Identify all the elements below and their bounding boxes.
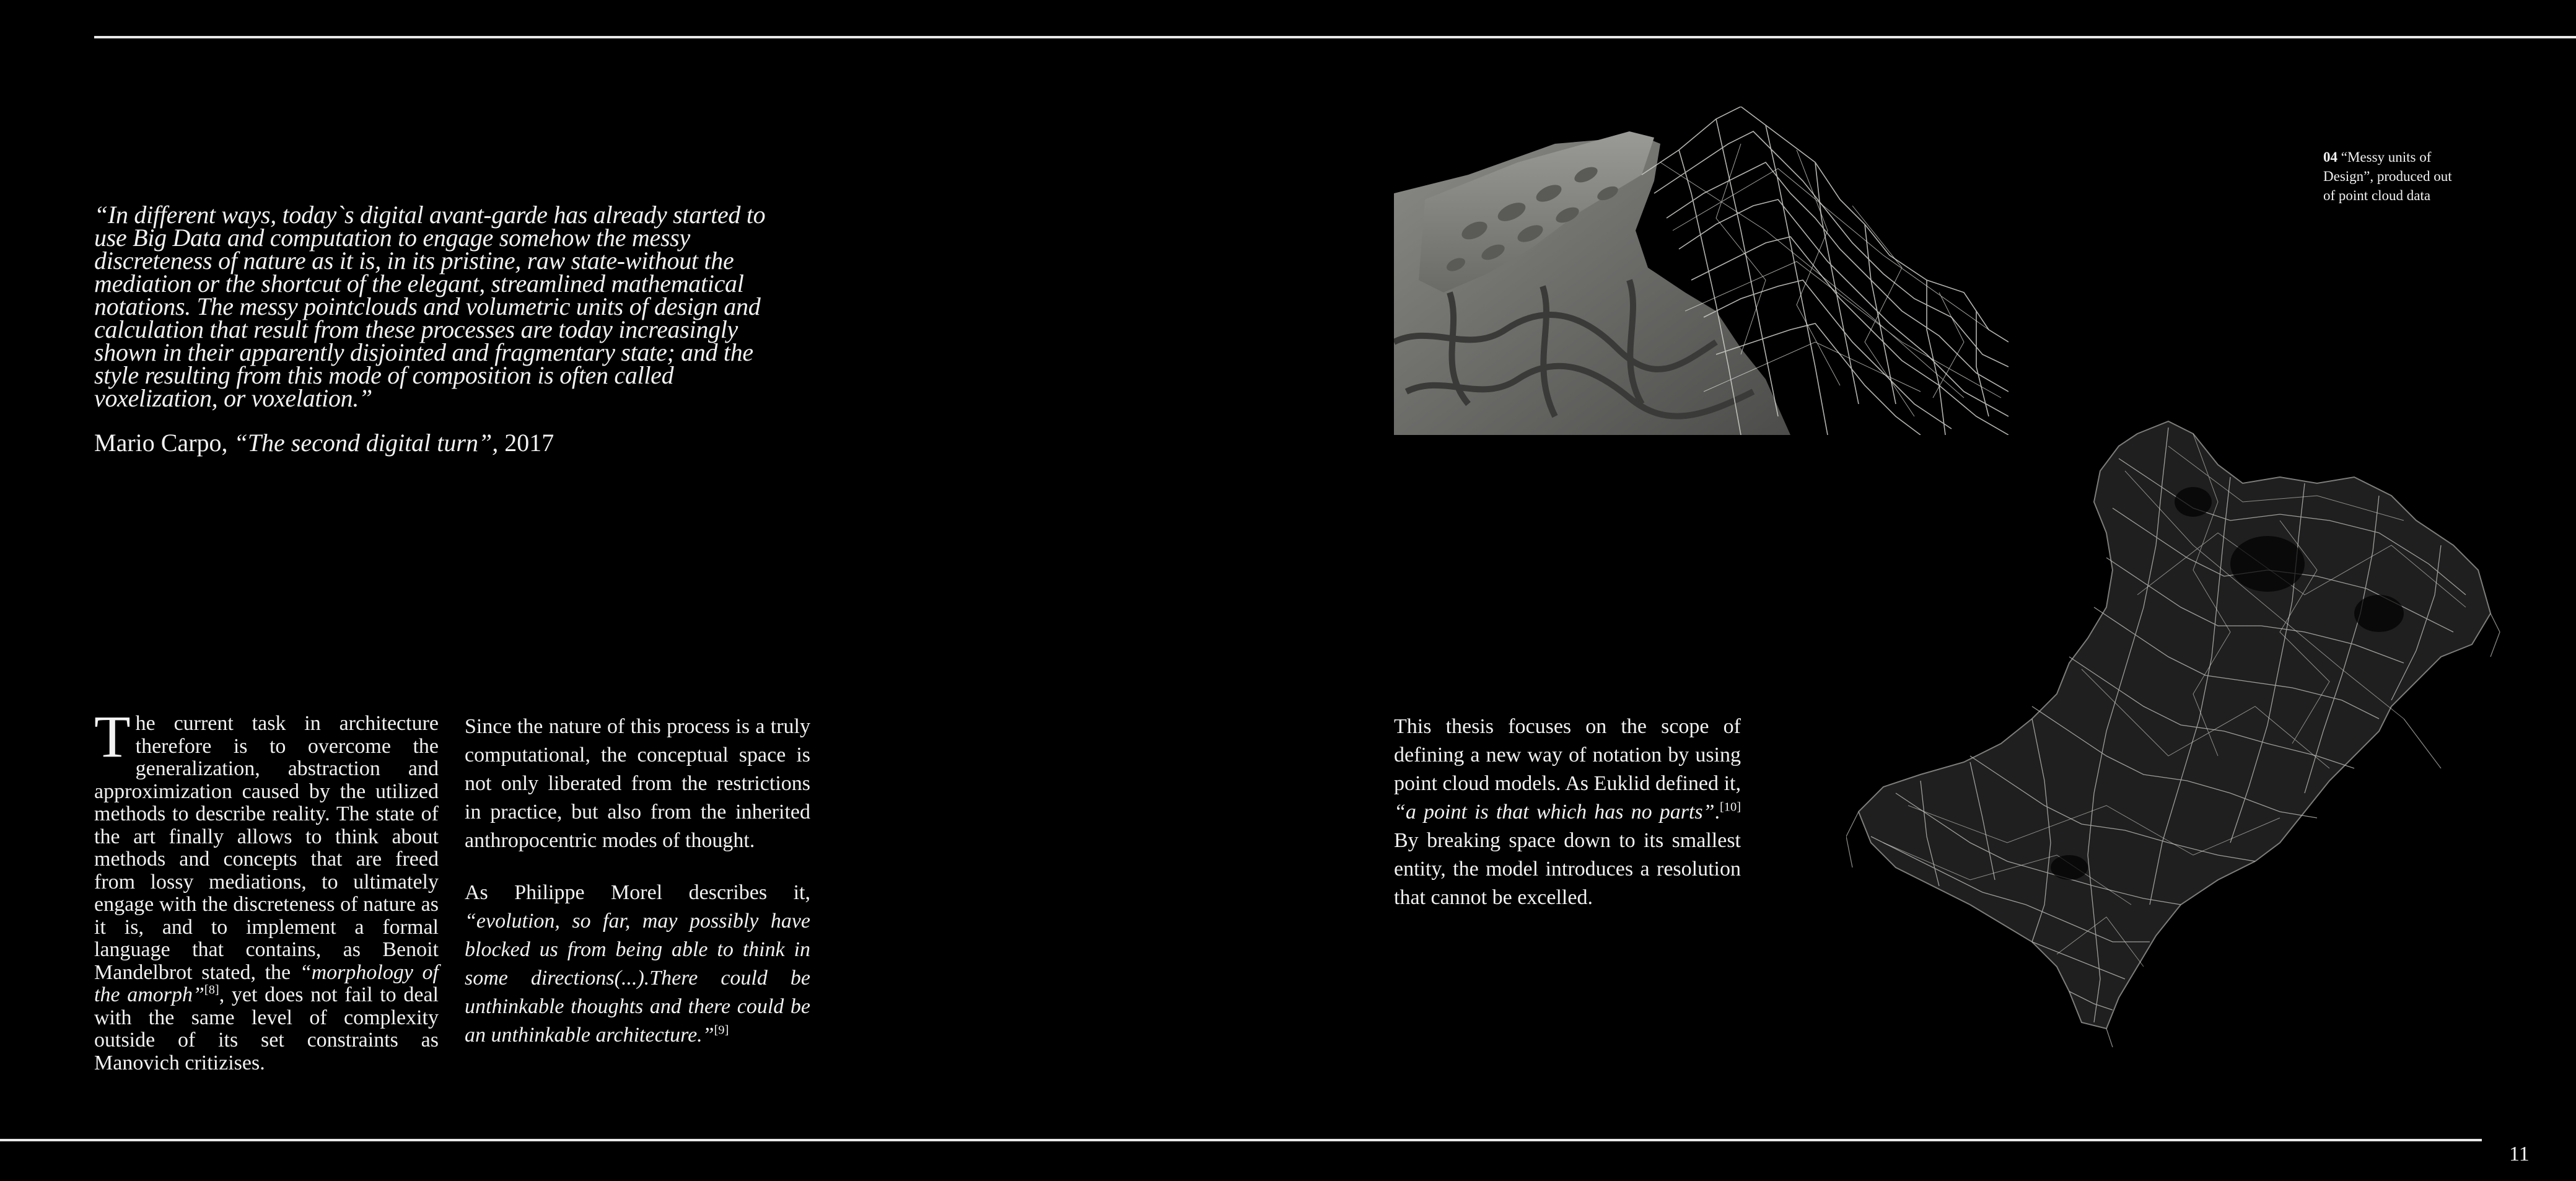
- paragraph: [94, 703, 439, 1074]
- quote-attribution: [94, 428, 788, 458]
- text-run: he current task in architecture therefore is to overcome the generalization, abstraction and approximization caused by the utilized methods to describe reality. The state of the art finally allows to think about methods and concepts that are freed from lossy mediations, to ultimately engage with the discreteness of nature as it is, and to implement a formal language that contains, as Benoit Mandelbrot stated, the: [94, 712, 439, 984]
- text-run: This thesis focuses on the scope of defining a new way of notation by using point cloud models. As Euklid defined it,: [1394, 715, 1741, 795]
- footnote-ref: [10]: [1720, 800, 1741, 814]
- figure-number: 04: [2323, 149, 2337, 165]
- italic-quote: “evolution, so far, may possibly have blocked us from being able to think in some directions(...).There could be unthinkable thoughts and there could be an unthinkable architecture.”: [465, 910, 810, 1047]
- paragraph: [1394, 713, 1741, 912]
- quote-author: Mario Carpo,: [94, 429, 234, 457]
- quote-block: [94, 203, 788, 458]
- body-column-3: [1394, 713, 1741, 936]
- voxel-render-image: [1394, 107, 2009, 435]
- italic-quote: “morphology of the amorph”: [94, 960, 439, 1006]
- italic-quote: “a point is that which has no parts”: [1394, 801, 1715, 823]
- body-column-1: [94, 703, 439, 1098]
- footnote-ref: [8]: [204, 983, 219, 997]
- point-cloud-image: [1846, 409, 2503, 1053]
- caption-text: “Messy units of Design”, produced out of point cloud data: [2323, 149, 2452, 203]
- top-rule: [94, 36, 2576, 38]
- figure-caption: [2323, 147, 2466, 205]
- text-run: , yet does not fail to deal with the same level of complexity outside of its set constraints as Manovich critizises.: [94, 983, 439, 1074]
- bottom-rule: [0, 1139, 2482, 1141]
- footnote-ref: [9]: [714, 1023, 729, 1037]
- quote-year: 2017: [504, 429, 554, 457]
- page-number: 11: [2509, 1143, 2530, 1166]
- body-column-2: [465, 713, 810, 1073]
- paragraph: [465, 879, 810, 1050]
- paragraph: Since the nature of this process is a truly computational, the conceptual space is not only liberated from the restrictions in practice, but also from the inherited anthropocentric modes of thought.: [465, 715, 810, 852]
- text-run: As Philippe Morel describes it,: [465, 881, 810, 904]
- quote-work: “The second digital turn”,: [234, 429, 505, 457]
- text-run: .: [1714, 801, 1720, 823]
- drop-cap: T: [94, 703, 131, 770]
- text-run: By breaking space down to its smallest entity, the model introduces a resolution that cannot be excelled.: [1394, 829, 1741, 909]
- quote-text: “In different ways, today`s digital avant-garde has already started to use Big Data and computation to engage somehow the messy discreteness of nature as it is, in its pristine, raw state-without the mediation or the shortcut of the elegant, streamlined mathematical notations. The messy pointclouds and volumetric units of design and calculation that result from these processes are today increasingly shown in their apparently disjointed and fragmentary state; and the style resulting from this mode of composition is often called voxelization, or voxelation.”: [94, 201, 766, 412]
